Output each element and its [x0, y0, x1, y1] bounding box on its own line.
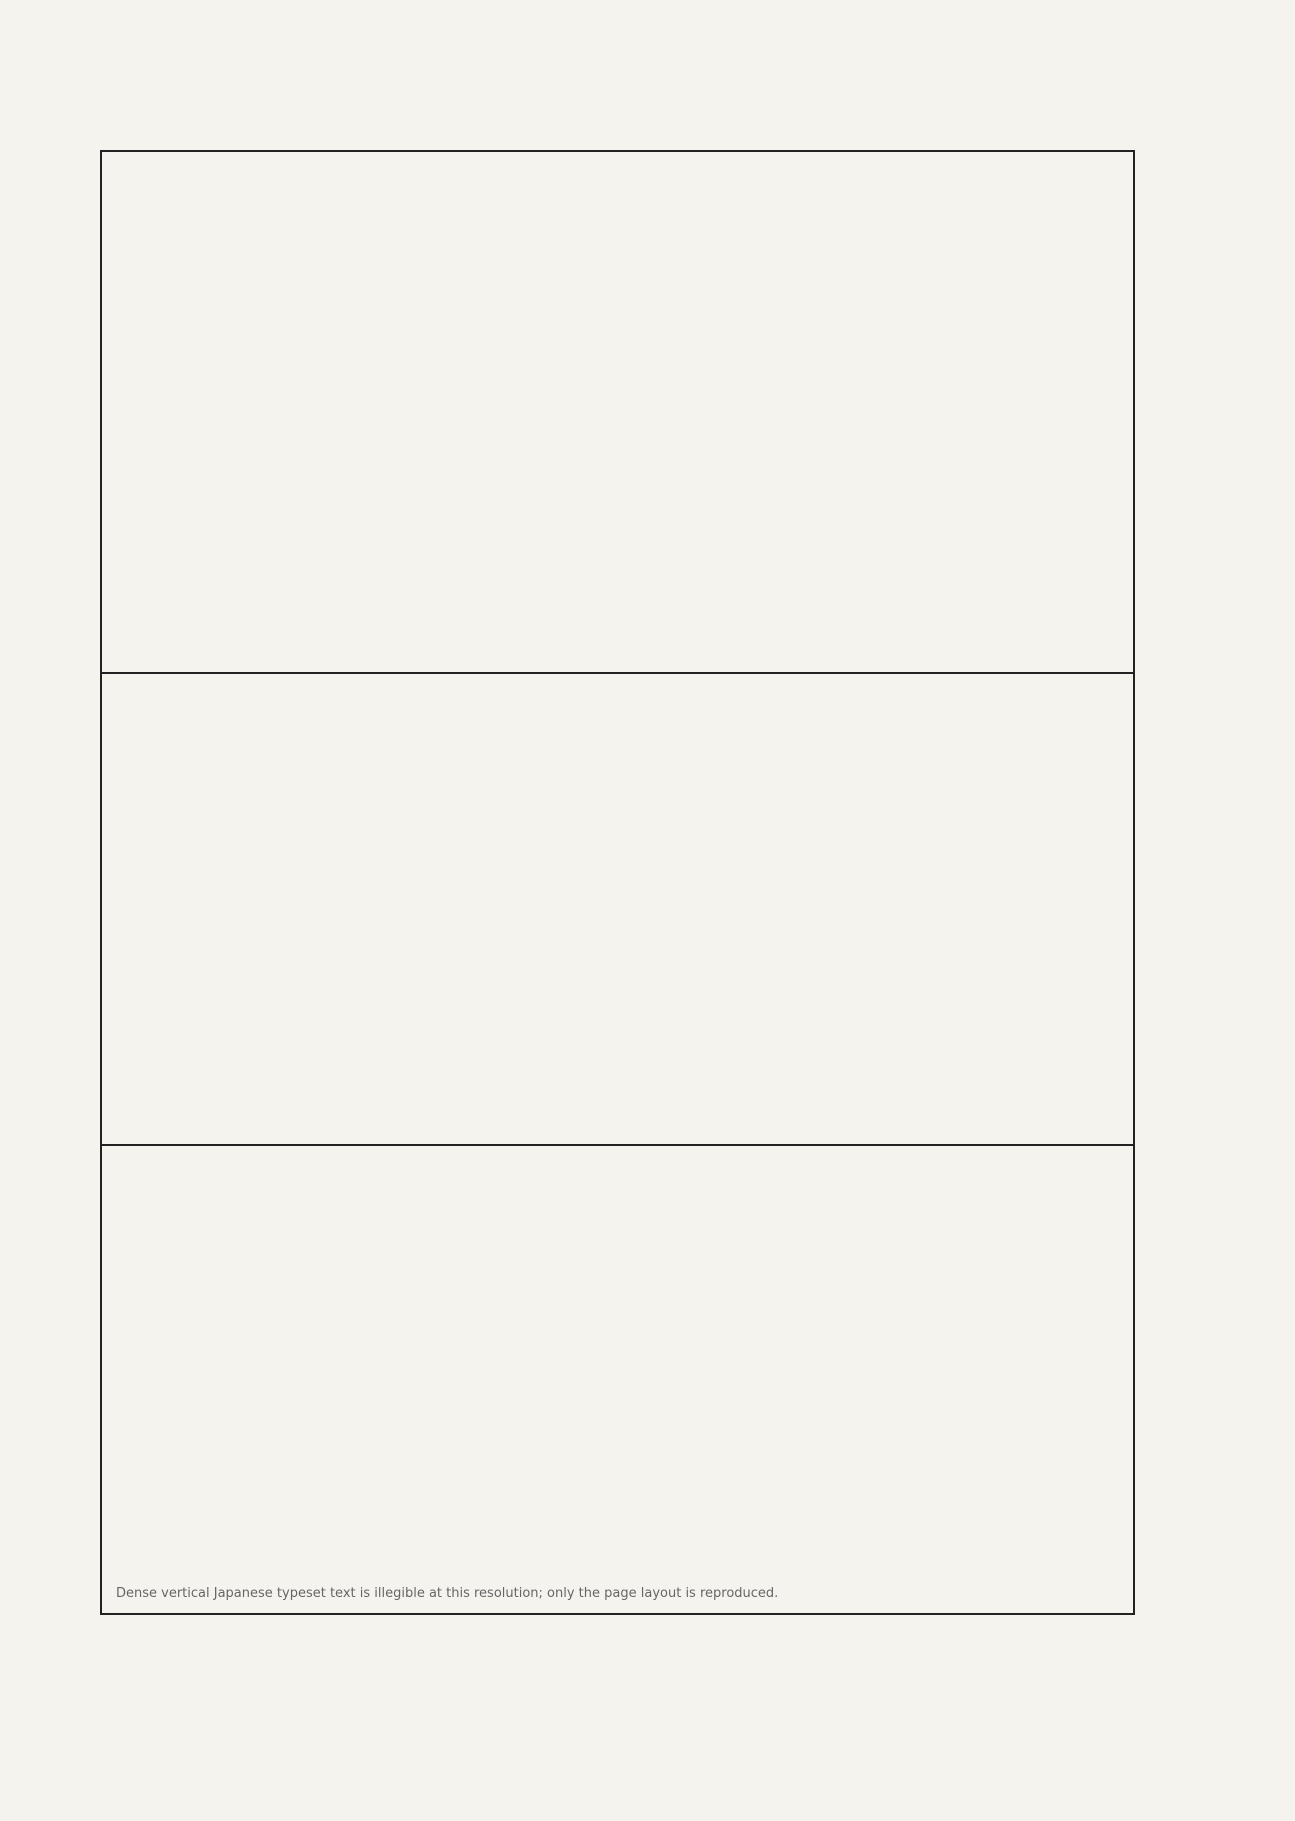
- text-block-top: [98, 152, 1133, 672]
- page-frame: [100, 150, 1135, 1615]
- illegible-notice: Dense vertical Japanese typeset text is illegible at this resolution; only the page layout is reproduced.: [116, 1586, 779, 1601]
- text-block-middle: [98, 674, 1133, 1144]
- text-block-bottom: [98, 1146, 1133, 1615]
